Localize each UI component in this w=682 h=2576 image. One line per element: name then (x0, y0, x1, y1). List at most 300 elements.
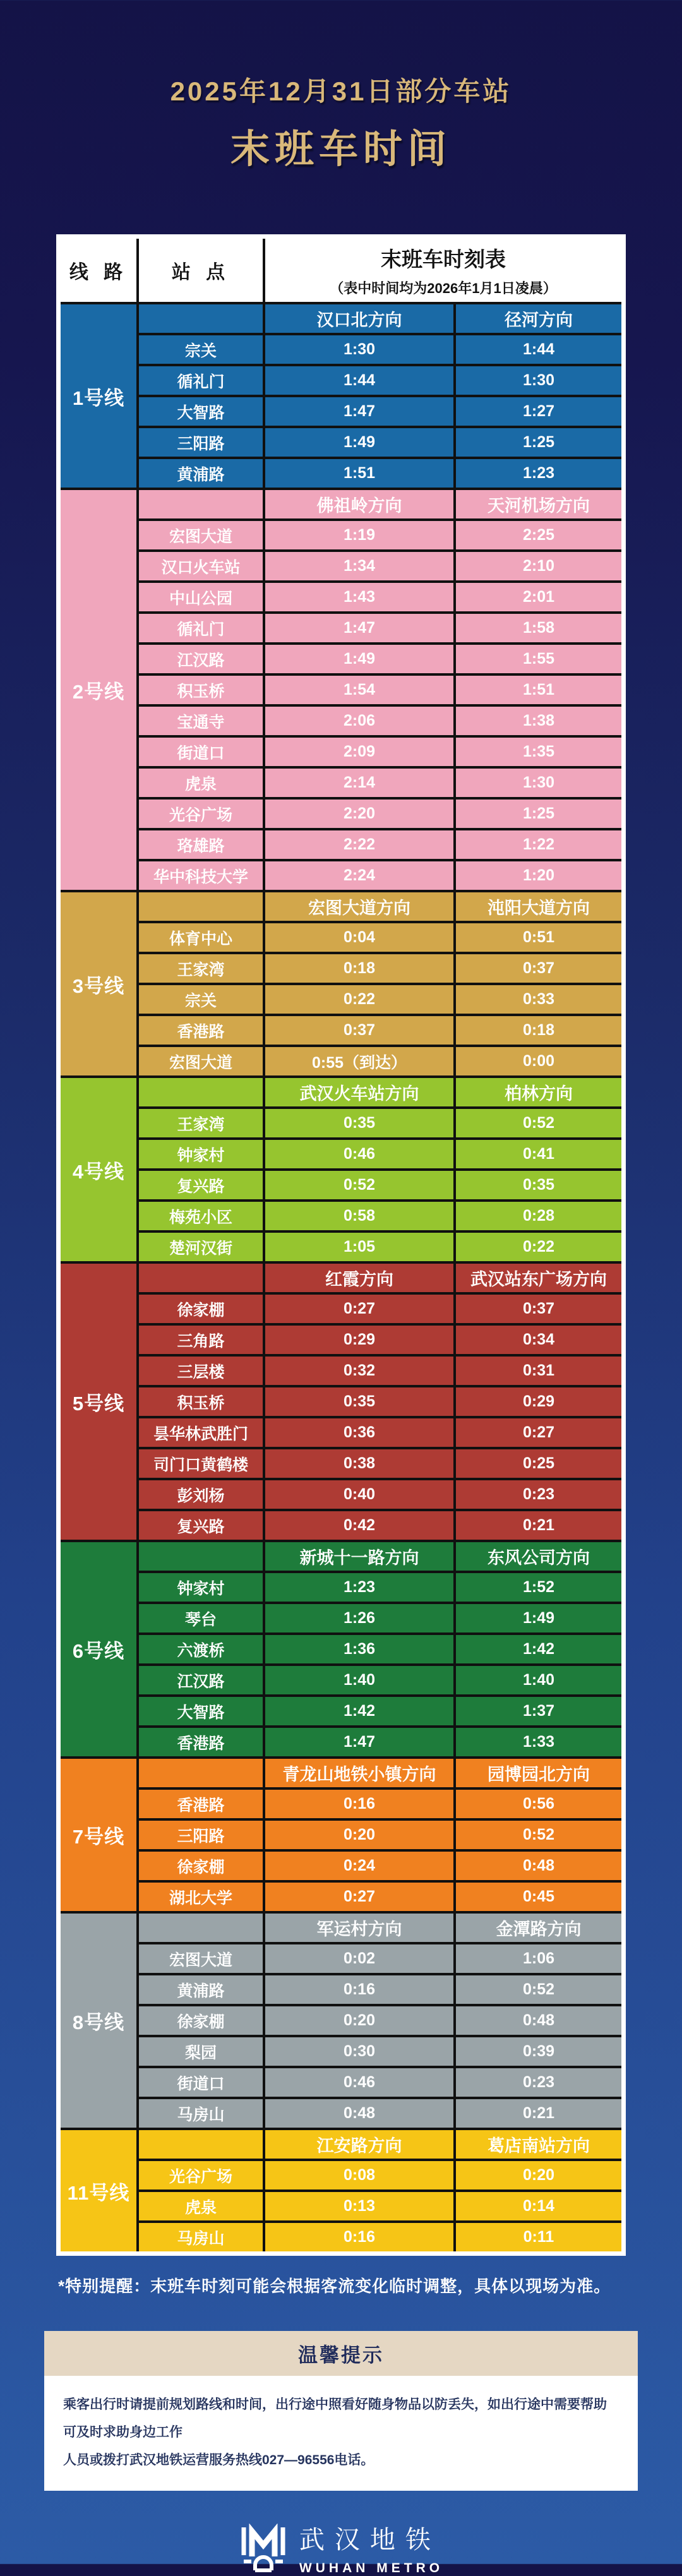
station-row (139, 1109, 621, 1137)
station-row (139, 1790, 621, 1818)
station-row (139, 676, 621, 704)
tips-box (44, 2331, 638, 2491)
line-rows (139, 1264, 621, 1540)
station-row (139, 738, 621, 766)
station-row (139, 1697, 621, 1725)
time-cell: 1:37 (456, 1697, 621, 1725)
time-cell: 2:14 (265, 769, 453, 797)
time-cell: 1:44 (456, 335, 621, 364)
time-cell: 0:46 (265, 1140, 453, 1168)
line-label: 1号线 (61, 304, 136, 488)
time-cell: 1:19 (265, 521, 453, 549)
time-cell: 1:47 (265, 614, 453, 642)
direction-cell: 宏图大道方向 (265, 892, 453, 921)
line-section-3号线 (61, 892, 621, 1075)
station-name-cell: 江汉路 (139, 645, 263, 673)
station-name-cell: 汉口火车站 (139, 552, 263, 580)
station-row (139, 800, 621, 828)
time-cell: 0:46 (265, 2068, 453, 2097)
direction-spacer-cell (139, 892, 263, 921)
time-cell: 1:40 (265, 1666, 453, 1694)
time-cell: 0:22 (456, 1233, 621, 1261)
wuhan-metro-logo (0, 2520, 682, 2576)
time-cell: 0:36 (265, 1418, 453, 1447)
column-header-station: 站 点 (139, 239, 263, 302)
direction-spacer-cell (139, 2130, 263, 2159)
station-name-cell: 三阳路 (139, 1821, 263, 1849)
time-cell: 1:47 (265, 397, 453, 426)
station-row (139, 1728, 621, 1756)
time-cell: 2:25 (456, 521, 621, 549)
direction-spacer-cell (139, 490, 263, 518)
station-row (139, 1016, 621, 1045)
time-cell: 1:42 (265, 1697, 453, 1725)
station-name-cell: 宏图大道 (139, 521, 263, 549)
station-row (139, 707, 621, 735)
station-name-cell: 王家湾 (139, 954, 263, 983)
station-row (139, 1944, 621, 1973)
direction-cell: 武汉站东广场方向 (456, 1264, 621, 1292)
station-name-cell: 香港路 (139, 1016, 263, 1045)
time-cell: 0:37 (456, 1295, 621, 1323)
station-row (139, 1604, 621, 1632)
time-cell: 0:27 (265, 1295, 453, 1323)
time-cell: 0:11 (456, 2223, 621, 2251)
time-cell: 1:49 (265, 645, 453, 673)
station-name-cell: 彭刘杨 (139, 1480, 263, 1509)
time-cell: 1:38 (456, 707, 621, 735)
station-row (139, 645, 621, 673)
time-cell: 1:23 (456, 459, 621, 488)
direction-spacer-cell (139, 1542, 263, 1571)
time-cell: 0:23 (456, 2068, 621, 2097)
direction-cell: 汉口北方向 (265, 304, 453, 333)
tips-body-line-1: 乘客出行时请提前规划路线和时间，出行途中照看好随身物品以防丢失，如出行途中需要帮助可及时求助身边工作 (63, 2397, 607, 2440)
time-cell: 1:36 (265, 1635, 453, 1663)
time-cell: 0:29 (265, 1326, 453, 1354)
time-cell: 2:24 (265, 861, 453, 890)
time-cell: 0:16 (265, 1790, 453, 1818)
station-name-cell: 宏图大道 (139, 1944, 263, 1973)
station-row (139, 954, 621, 983)
line-rows (139, 1914, 621, 2128)
station-name-cell: 宗关 (139, 335, 263, 364)
station-row (139, 769, 621, 797)
station-row (139, 366, 621, 395)
station-row (139, 861, 621, 890)
direction-cell: 佛祖岭方向 (265, 490, 453, 518)
tips-body-line-2: 人员或拨打武汉地铁运营服务热线027—96556电话。 (63, 2453, 374, 2468)
direction-cell: 径河方向 (456, 304, 621, 333)
time-cell: 0:27 (265, 1883, 453, 1911)
time-cell: 1:49 (456, 1604, 621, 1632)
time-cell: 0:42 (265, 1511, 453, 1540)
time-cell: 0:22 (265, 985, 453, 1014)
station-row (139, 2192, 621, 2220)
station-name-cell: 循礼门 (139, 614, 263, 642)
station-name-cell: 宝通寺 (139, 707, 263, 735)
time-cell: 0:35 (265, 1109, 453, 1137)
time-cell: 1:51 (265, 459, 453, 488)
station-name-cell: 徐家棚 (139, 1852, 263, 1880)
time-cell: 0:39 (456, 2037, 621, 2066)
line-label: 6号线 (61, 1542, 136, 1756)
direction-header-row (139, 304, 621, 333)
station-row (139, 830, 621, 859)
poster-title-main: 末班车时间 (230, 128, 452, 171)
station-name-cell: 虎泉 (139, 769, 263, 797)
time-cell: 0:13 (265, 2192, 453, 2220)
direction-header-row (139, 1759, 621, 1787)
direction-spacer-cell (139, 1264, 263, 1292)
time-cell: 0:27 (456, 1418, 621, 1447)
station-row (139, 1975, 621, 2004)
time-cell: 0:52 (456, 1975, 621, 2004)
station-name-cell: 中山公园 (139, 583, 263, 611)
time-cell: 2:06 (265, 707, 453, 735)
direction-header-row (139, 1542, 621, 1571)
station-name-cell: 司门口黄鹤楼 (139, 1449, 263, 1478)
time-cell: 2:01 (456, 583, 621, 611)
direction-header-row (139, 2130, 621, 2159)
column-header-line: 线 路 (61, 239, 136, 302)
line-rows (139, 1078, 621, 1261)
direction-cell: 金潭路方向 (456, 1914, 621, 1942)
station-name-cell: 六渡桥 (139, 1635, 263, 1663)
station-row (139, 1357, 621, 1385)
station-name-cell: 香港路 (139, 1790, 263, 1818)
time-cell: 0:31 (456, 1357, 621, 1385)
time-cell: 0:37 (265, 1016, 453, 1045)
direction-spacer-cell (139, 1078, 263, 1106)
station-name-cell: 香港路 (139, 1728, 263, 1756)
station-name-cell: 光谷广场 (139, 2161, 263, 2190)
station-name-cell: 宏图大道 (139, 1047, 263, 1075)
time-cell: 0:18 (456, 1016, 621, 1045)
poster-title-date: 2025年12月31日部分车站 (170, 76, 512, 106)
direction-header-row (139, 1914, 621, 1942)
line-label: 4号线 (61, 1078, 136, 1261)
direction-cell: 青龙山地铁小镇方向 (265, 1759, 453, 1787)
time-cell: 0:58 (265, 1202, 453, 1230)
logo-text (299, 2520, 443, 2576)
station-row (139, 2099, 621, 2128)
time-cell: 0:35 (265, 1387, 453, 1416)
time-cell: 1:05 (265, 1233, 453, 1261)
time-cell: 1:55 (456, 645, 621, 673)
direction-header-row (139, 1264, 621, 1292)
station-name-cell: 大智路 (139, 1697, 263, 1725)
station-row (139, 614, 621, 642)
station-row (139, 1202, 621, 1230)
time-cell: 0:56 (456, 1790, 621, 1818)
line-rows (139, 2130, 621, 2251)
line-rows (139, 304, 621, 488)
time-cell: 0:21 (456, 2099, 621, 2128)
station-name-cell: 循礼门 (139, 366, 263, 395)
station-name-cell: 黄浦路 (139, 459, 263, 488)
time-cell: 1:49 (265, 428, 453, 457)
time-cell: 0:21 (456, 1511, 621, 1540)
time-cell: 0:37 (456, 954, 621, 983)
station-row (139, 459, 621, 488)
time-cell: 0:52 (456, 1109, 621, 1137)
time-cell: 2:22 (265, 830, 453, 859)
time-cell: 0:16 (265, 1975, 453, 2004)
direction-cell: 葛店南站方向 (456, 2130, 621, 2159)
station-name-cell: 马房山 (139, 2099, 263, 2128)
tips-body (44, 2376, 638, 2491)
timetable (61, 239, 621, 2251)
line-label: 11号线 (61, 2130, 136, 2251)
time-cell: 0:41 (456, 1140, 621, 1168)
time-cell: 0:20 (265, 2006, 453, 2035)
station-name-cell: 徐家棚 (139, 2006, 263, 2035)
station-row (139, 1233, 621, 1261)
direction-spacer-cell (139, 1914, 263, 1942)
time-cell: 0:34 (456, 1326, 621, 1354)
station-name-cell: 马房山 (139, 2223, 263, 2251)
station-name-cell: 宗关 (139, 985, 263, 1014)
time-cell: 0:45 (456, 1883, 621, 1911)
time-cell: 2:20 (265, 800, 453, 828)
station-row (139, 1418, 621, 1447)
time-cell: 1:30 (456, 769, 621, 797)
station-name-cell: 积玉桥 (139, 676, 263, 704)
time-cell: 0:18 (265, 954, 453, 983)
direction-cell: 沌阳大道方向 (456, 892, 621, 921)
station-row (139, 1326, 621, 1354)
station-row (139, 1480, 621, 1509)
station-name-cell: 积玉桥 (139, 1387, 263, 1416)
time-cell: 0:35 (456, 1171, 621, 1199)
station-row (139, 2161, 621, 2190)
time-cell: 1:25 (456, 800, 621, 828)
station-name-cell: 昙华林武胜门 (139, 1418, 263, 1447)
time-cell: 0:23 (456, 1480, 621, 1509)
line-rows (139, 1542, 621, 1756)
station-row (139, 1635, 621, 1663)
station-row (139, 1573, 621, 1602)
station-name-cell: 徐家棚 (139, 1295, 263, 1323)
time-cell: 0:20 (265, 1821, 453, 1849)
time-cell: 1:23 (265, 1573, 453, 1602)
station-name-cell: 梨园 (139, 2037, 263, 2066)
station-row (139, 2223, 621, 2251)
time-cell: 0:28 (456, 1202, 621, 1230)
station-row (139, 1883, 621, 1911)
time-cell: 1:42 (456, 1635, 621, 1663)
station-name-cell: 街道口 (139, 738, 263, 766)
station-row (139, 1295, 621, 1323)
station-row (139, 397, 621, 426)
station-row (139, 1449, 621, 1478)
direction-cell: 天河机场方向 (456, 490, 621, 518)
time-cell: 1:44 (265, 366, 453, 395)
direction-cell: 园博园北方向 (456, 1759, 621, 1787)
station-row (139, 1387, 621, 1416)
metro-m-icon (239, 2524, 288, 2573)
station-name-cell: 湖北大学 (139, 1883, 263, 1911)
time-cell: 1:47 (265, 1728, 453, 1756)
logo-chinese-name: 武汉地铁 (299, 2526, 441, 2555)
station-name-cell: 楚河汉街 (139, 1233, 263, 1261)
direction-cell: 东风公司方向 (456, 1542, 621, 1571)
time-cell: 0:20 (456, 2161, 621, 2190)
time-cell: 0:16 (265, 2223, 453, 2251)
time-cell: 1:33 (456, 1728, 621, 1756)
station-name-cell: 三层楼 (139, 1357, 263, 1385)
station-name-cell: 三阳路 (139, 428, 263, 457)
station-name-cell: 街道口 (139, 2068, 263, 2097)
line-rows (139, 490, 621, 890)
time-cell: 1:25 (456, 428, 621, 457)
time-cell: 0:52 (265, 1171, 453, 1199)
station-name-cell: 复兴路 (139, 1171, 263, 1199)
time-cell: 1:51 (456, 676, 621, 704)
line-section-1号线 (61, 304, 621, 488)
tips-title: 温馨提示 (44, 2331, 638, 2376)
direction-header-row (139, 490, 621, 518)
time-cell: 0:38 (265, 1449, 453, 1478)
line-rows (139, 892, 621, 1075)
direction-cell: 新城十一路方向 (265, 1542, 453, 1571)
times-header-note: （表中时间均为2026年1月1日凌晨） (330, 280, 557, 296)
station-name-cell: 光谷广场 (139, 800, 263, 828)
direction-header-row (139, 892, 621, 921)
line-label: 5号线 (61, 1264, 136, 1540)
time-cell: 0:52 (456, 1821, 621, 1849)
time-cell: 1:34 (265, 552, 453, 580)
station-name-cell: 虎泉 (139, 2192, 263, 2220)
line-section-4号线 (61, 1078, 621, 1261)
station-name-cell: 梅苑小区 (139, 1202, 263, 1230)
time-cell: 1:54 (265, 676, 453, 704)
time-cell: 0:14 (456, 2192, 621, 2220)
line-label: 3号线 (61, 892, 136, 1075)
time-cell: 1:43 (265, 583, 453, 611)
station-row (139, 923, 621, 952)
time-cell: 0:51 (456, 923, 621, 952)
station-name-cell: 王家湾 (139, 1109, 263, 1137)
station-row (139, 521, 621, 549)
time-cell: 0:32 (265, 1357, 453, 1385)
time-cell: 0:48 (456, 1852, 621, 1880)
station-name-cell: 体育中心 (139, 923, 263, 952)
time-cell: 0:55（到达） (265, 1047, 453, 1075)
station-name-cell: 江汉路 (139, 1666, 263, 1694)
column-header-times (265, 239, 621, 302)
time-cell: 0:40 (265, 1480, 453, 1509)
time-cell: 1:20 (456, 861, 621, 890)
direction-cell: 柏林方向 (456, 1078, 621, 1106)
station-name-cell: 钟家村 (139, 1573, 263, 1602)
direction-cell: 江安路方向 (265, 2130, 453, 2159)
station-name-cell: 复兴路 (139, 1511, 263, 1540)
station-name-cell: 三角路 (139, 1326, 263, 1354)
station-row (139, 1666, 621, 1694)
station-row (139, 1047, 621, 1075)
line-label: 2号线 (61, 490, 136, 890)
station-row (139, 1171, 621, 1199)
time-cell: 1:30 (265, 335, 453, 364)
line-section-2号线 (61, 490, 621, 890)
line-label: 7号线 (61, 1759, 136, 1911)
station-name-cell: 华中科技大学 (139, 861, 263, 890)
direction-cell: 红霞方向 (265, 1264, 453, 1292)
station-row (139, 2006, 621, 2035)
time-cell: 1:58 (456, 614, 621, 642)
station-row (139, 2037, 621, 2066)
time-cell: 0:04 (265, 923, 453, 952)
station-name-cell: 大智路 (139, 397, 263, 426)
station-row (139, 335, 621, 364)
station-row (139, 428, 621, 457)
time-cell: 0:08 (265, 2161, 453, 2190)
time-cell: 1:52 (456, 1573, 621, 1602)
station-row (139, 985, 621, 1014)
station-row (139, 583, 621, 611)
time-cell: 2:10 (456, 552, 621, 580)
line-section-7号线 (61, 1759, 621, 1911)
time-cell: 1:30 (456, 366, 621, 395)
line-section-8号线 (61, 1914, 621, 2128)
station-row (139, 1821, 621, 1849)
times-header-title: 末班车时刻表 (381, 248, 506, 271)
station-row (139, 552, 621, 580)
time-cell: 0:24 (265, 1852, 453, 1880)
station-name-cell: 黄浦路 (139, 1975, 263, 2004)
line-section-11号线 (61, 2130, 621, 2251)
time-cell: 2:09 (265, 738, 453, 766)
station-row (139, 1852, 621, 1880)
time-cell: 0:00 (456, 1047, 621, 1075)
station-name-cell: 琴台 (139, 1604, 263, 1632)
logo-english-name: WUHAN METRO (299, 2561, 444, 2576)
time-cell: 1:40 (456, 1666, 621, 1694)
line-section-5号线 (61, 1264, 621, 1540)
time-cell: 0:30 (265, 2037, 453, 2066)
time-cell: 1:26 (265, 1604, 453, 1632)
time-cell: 0:25 (456, 1449, 621, 1478)
time-cell: 0:33 (456, 985, 621, 1014)
time-cell: 1:22 (456, 830, 621, 859)
time-cell: 0:29 (456, 1387, 621, 1416)
time-cell: 0:48 (265, 2099, 453, 2128)
station-row (139, 2068, 621, 2097)
direction-cell: 武汉火车站方向 (265, 1078, 453, 1106)
timetable-frame (56, 234, 626, 2256)
time-cell: 0:48 (456, 2006, 621, 2035)
station-name-cell: 珞雄路 (139, 830, 263, 859)
line-section-6号线 (61, 1542, 621, 1756)
special-reminder-note: *特别提醒：末班车时刻可能会根据客流变化临时调整，具体以现场为准。 (58, 2277, 611, 2296)
line-rows (139, 1759, 621, 1911)
direction-cell: 军运村方向 (265, 1914, 453, 1942)
time-cell: 1:06 (456, 1944, 621, 1973)
time-cell: 1:35 (456, 738, 621, 766)
direction-spacer-cell (139, 304, 263, 333)
time-cell: 1:27 (456, 397, 621, 426)
table-header-row (61, 239, 621, 302)
time-cell: 0:02 (265, 1944, 453, 1973)
direction-spacer-cell (139, 1759, 263, 1787)
station-row (139, 1140, 621, 1168)
direction-header-row (139, 1078, 621, 1106)
station-name-cell: 钟家村 (139, 1140, 263, 1168)
station-row (139, 1511, 621, 1540)
line-label: 8号线 (61, 1914, 136, 2128)
